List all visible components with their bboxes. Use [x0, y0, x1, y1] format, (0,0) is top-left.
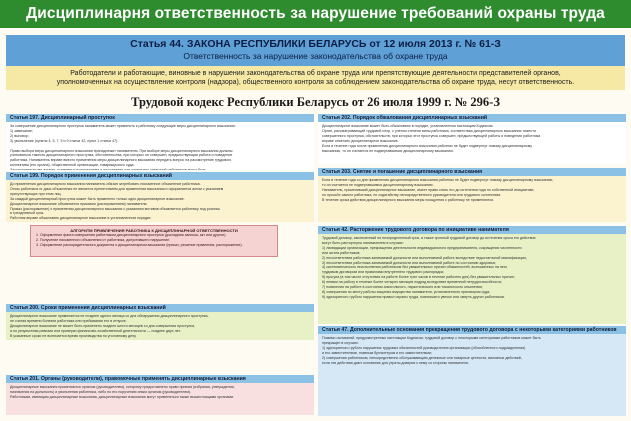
text-line: присутствующих при этом лиц. [10, 191, 62, 196]
text-line: Если в течение года после применения дисциплинарного взыскания работник не будет подвергнут новому дисциплинарному [322, 143, 533, 148]
text-line: в трехдневный срок. [10, 211, 45, 216]
text-line: по просьбе самого работника, по ходатайству непосредственного руководителя или трудового коллектива. [322, 192, 502, 197]
text-line: а по результатам ревизии или проверки финансово-хозяйственной деятельности — позднее двух лет. [10, 328, 181, 333]
text-line: В течение срока действия дисциплинарного взыскания меры поощрения к работнику не применяются. [322, 197, 495, 202]
text-line: Дисциплинарные взыскания применяются органом (руководителем), которому предоставлено право приема (избрания, утверждения, [10, 385, 235, 389]
article-197-body [6, 122, 314, 170]
text-line: Дисциплинарное взыскание объявляется приказом (распоряжением) нанимателя. [10, 201, 148, 206]
article-42-body [318, 234, 626, 302]
text-line: Приказ (распоряжение) о применении дисциплинарного взыскания с указанием мотивов объявляется работнику под роспись [10, 206, 221, 211]
algorithm-step: 3. Оформление распорядительного документа о дисциплинарном взыскании (приказ, решение правления, распоряжение). [36, 242, 243, 247]
poster-title: Дисциплинарня ответственность за нарушение требований охраны труда [0, 0, 631, 28]
article-47-title: Статья 47. Дополнительные основания прекращения трудового договора с некоторыми категориями работников [318, 326, 626, 334]
text-line: совершенного проступка, обстоятельств, при которых этот проступок совершен, предшествующей работы и поведения работника [322, 133, 541, 138]
text-line: то он считается не подвергавшимся дисциплинарному взысканию. [322, 182, 434, 187]
text-line: 1) ликвидации организации, прекращения деятельности индивидуального предпринимателя, сокращения численности [322, 245, 522, 250]
text-line: Наниматель, применивший дисциплинарное взыскание, имеет право снять его до истечения года по собственной инициативе, [322, 187, 535, 192]
text-line: 4) систематического неисполнения работником без уважительных причин обязанностей, возложенных на него [322, 265, 508, 270]
text-line: не считая времени болезни работника или пребывания его в отпуске. [10, 318, 127, 323]
text-line: Дисциплинарное взыскание применяется не позднее одного месяца со дня обнаружения дисциплинарного проступка, [10, 314, 209, 318]
law-article-banner [6, 35, 625, 66]
text-line: могут быть расторгнуты нанимателем в случаях: [322, 240, 404, 245]
article-200-card [6, 304, 314, 340]
article-42-card [318, 226, 626, 324]
text-line: Дисциплинарное взыскание может быть обжаловано в порядке, установленном настоящим Кодексом. [322, 124, 494, 128]
labor-code-title: Трудовой кодекс Республики Беларусь от 26 июля 1999 г. № 296-З [131, 95, 500, 109]
text-line: взысканию, то он считается не подвергавшимся дисциплинарному взысканию. [322, 148, 454, 153]
text-line: коллектива (его органа), общественной организации, товарищеского суда. [10, 163, 135, 168]
article-47-card [318, 326, 626, 416]
text-line: 2) выговор; [10, 133, 29, 138]
article-201-card [6, 375, 314, 415]
text-line: 9) однократного грубого нарушения правил охраны труда, повлекшего увечье или смерть других работников. [322, 294, 505, 299]
article-203-body [318, 176, 626, 205]
article-42-title: Статья 42. Расторжение трудового договора по инициативе нанимателя [318, 226, 626, 234]
article-202-body [318, 122, 626, 155]
text-line: 2) несоответствия работника занимаемой должности или выполняемой работе вследствие недостаточной квалификации; [322, 255, 527, 260]
text-line: Отказ работника от дачи объяснения не является препятствием для применения взыскания и оформляется актом с указанием [10, 186, 224, 191]
article-200-body [6, 312, 314, 340]
text-line: и его заместителями, главным бухгалтером и его заместителями; [322, 350, 432, 355]
text-line [10, 168, 310, 170]
text-line: 3) несоответствия работника занимаемой должности или выполняемой работе по состоянию здоровья; [322, 260, 496, 265]
text-line: трудовым договором или правилами внутреннего трудового распорядка; [322, 270, 444, 275]
article-197-card [6, 114, 314, 170]
law-article-heading: Статья 44. ЗАКОНА РЕСПУБЛИКИ БЕЛАРУСЬ от 12 июля 2013 г. № 61-З [130, 38, 501, 50]
disciplinary-algorithm-box [30, 225, 278, 257]
article-197-title: Статья 197. Дисциплинарный проступок [6, 114, 314, 122]
text-line: назначения на должность) и увольнения работника, либо по его поручению иным органом (руководителем). [10, 389, 192, 394]
text-line: 7) появления на работе в состоянии алкогольного, наркотического или токсического опьянения; [322, 285, 483, 290]
text-line: 1) однократного грубого нарушения трудовых обязанностей руководителем организации (обособленного подразделения) [322, 345, 526, 350]
text-line: если эти действия дают основание для утраты доверия к нему со стороны нанимателя. [322, 360, 469, 365]
article-203-title: Статья 203. Снятие и погашение дисциплинарного взыскания [318, 168, 626, 176]
law-intro-text [6, 66, 625, 90]
text-line: вправе отменить дисциплинарное взыскание. [322, 138, 399, 143]
text-line: До применения дисциплинарного взыскания наниматель обязан затребовать письменное объяснение работника. [10, 182, 201, 186]
text-line: В указанные сроки не включается время производства по уголовному делу. [10, 333, 137, 338]
text-line: Трудовой договор, заключенный на неопределенный срок, а также срочный трудовой договор до истечения срока его действия [322, 236, 536, 240]
intro-line: уполномоченных на осуществление контроля (надзора), общественного контроля за соблюдением законодательства об охране труда, несут ответственность. [56, 79, 575, 86]
text-line: За каждый дисциплинарный проступок может быть применено только одно дисциплинарное взыскание. [10, 196, 185, 201]
algorithm-step: 2. Получение письменного объяснения от работника, допустившего нарушение. [36, 237, 171, 242]
text-line: 8) совершения по месту работы хищения имущества нанимателя, установленного приговором суда; [322, 289, 491, 294]
text-line: Орган, рассматривающий трудовой спор, с учетом степени вины работника, соответствия дисциплинарного взыскания тяжести [322, 128, 536, 133]
article-199-body [6, 180, 314, 222]
article-199-card [6, 172, 314, 222]
text-line: 6) неявки на работу в течение более четырех месяцев подряд вследствие временной нетрудоспособности; [322, 280, 502, 285]
text-line: 5) прогула (в том числе отсутствия на работе более трех часов в течение рабочего дня) без уважительных причин; [322, 275, 515, 280]
algorithm-title: АЛГОРИТМ ПРИВЛЕЧЕНИЯ РАБОТНИКА К ДИСЦИПЛИНАРНОЙ ОТВЕТСТВЕННОСТИ [70, 228, 238, 233]
text-line: Работникам, имеющим дисциплинарные взыскания, дисциплинарные взыскания могут применяться также вышестоящими органами. [10, 394, 234, 399]
article-200-title: Статья 200. Сроки применения дисциплинарных взысканий [6, 304, 314, 312]
intro-line: Работодатели и работающие, виновные в нарушении законодательства об охране труда или препятствующие деятельности представителей органов, [70, 70, 561, 77]
article-202-title: Статья 202. Порядок обжалования дисциплинарных взысканий [318, 114, 626, 122]
text-line: или штата работников; [322, 250, 361, 255]
text-line: прекращен в случаях: [322, 340, 359, 345]
text-line: 3) увольнение (пункты 4, 5, 7, 9 и 9 статьи 42, пункт 1 статьи 47). [10, 138, 119, 143]
article-201-title: Статья 201. Органы (руководители), правомочные применять дисциплинарные взыскания [6, 375, 314, 383]
article-202-card [318, 114, 626, 164]
text-line: За совершение дисциплинарного проступка наниматель может применить к работнику следующие меры дисциплинарного взыскания: [10, 124, 236, 128]
article-203-card [318, 168, 626, 222]
article-201-body [6, 383, 314, 402]
text-line: 1) замечание; [10, 128, 34, 133]
article-199-title: Статья 199. Порядок применения дисциплинарных взысканий [6, 172, 314, 180]
text-line: Право выбора меры дисциплинарного взыскания принадлежит нанимателю. При выборе меры дисциплинарного взыскания должны [10, 148, 233, 153]
law-article-subheading: Ответственность за нарушение законодательства об охране труда [183, 51, 448, 61]
text-line: Помимо оснований, предусмотренных настоящим Кодексом, трудовой договор с некоторыми категориями работников может быть [322, 336, 541, 340]
text-line: работника. Наниматель вправе вместо применения меры дисциплинарного взыскания передать вопрос на рассмотрение трудового [10, 158, 232, 163]
text-line: Если в течение года со дня применения дисциплинарного взыскания работник не будет подвергнут новому дисциплинарному взысканию, [322, 178, 554, 182]
text-line: 2) совершения работником, непосредственно обслуживающим денежные или товарные ценности, виновных действий, [322, 355, 522, 360]
text-line: Дисциплинарное взыскание не может быть применено позднее шести месяцев со дня совершения проступка, [10, 323, 195, 328]
text-line: учитываться тяжесть дисциплинарного проступка, обстоятельства, при которых он совершен, предшествующая работа и поведение [10, 153, 233, 158]
text-line: Работник вправе обжаловать дисциплинарное взыскание в установленном порядке. [10, 216, 152, 221]
article-47-body [318, 334, 626, 367]
algorithm-step: 1. Оформление факта совершения работником дисциплинарного проступка (докладная записка, акт или другое). [36, 233, 227, 237]
